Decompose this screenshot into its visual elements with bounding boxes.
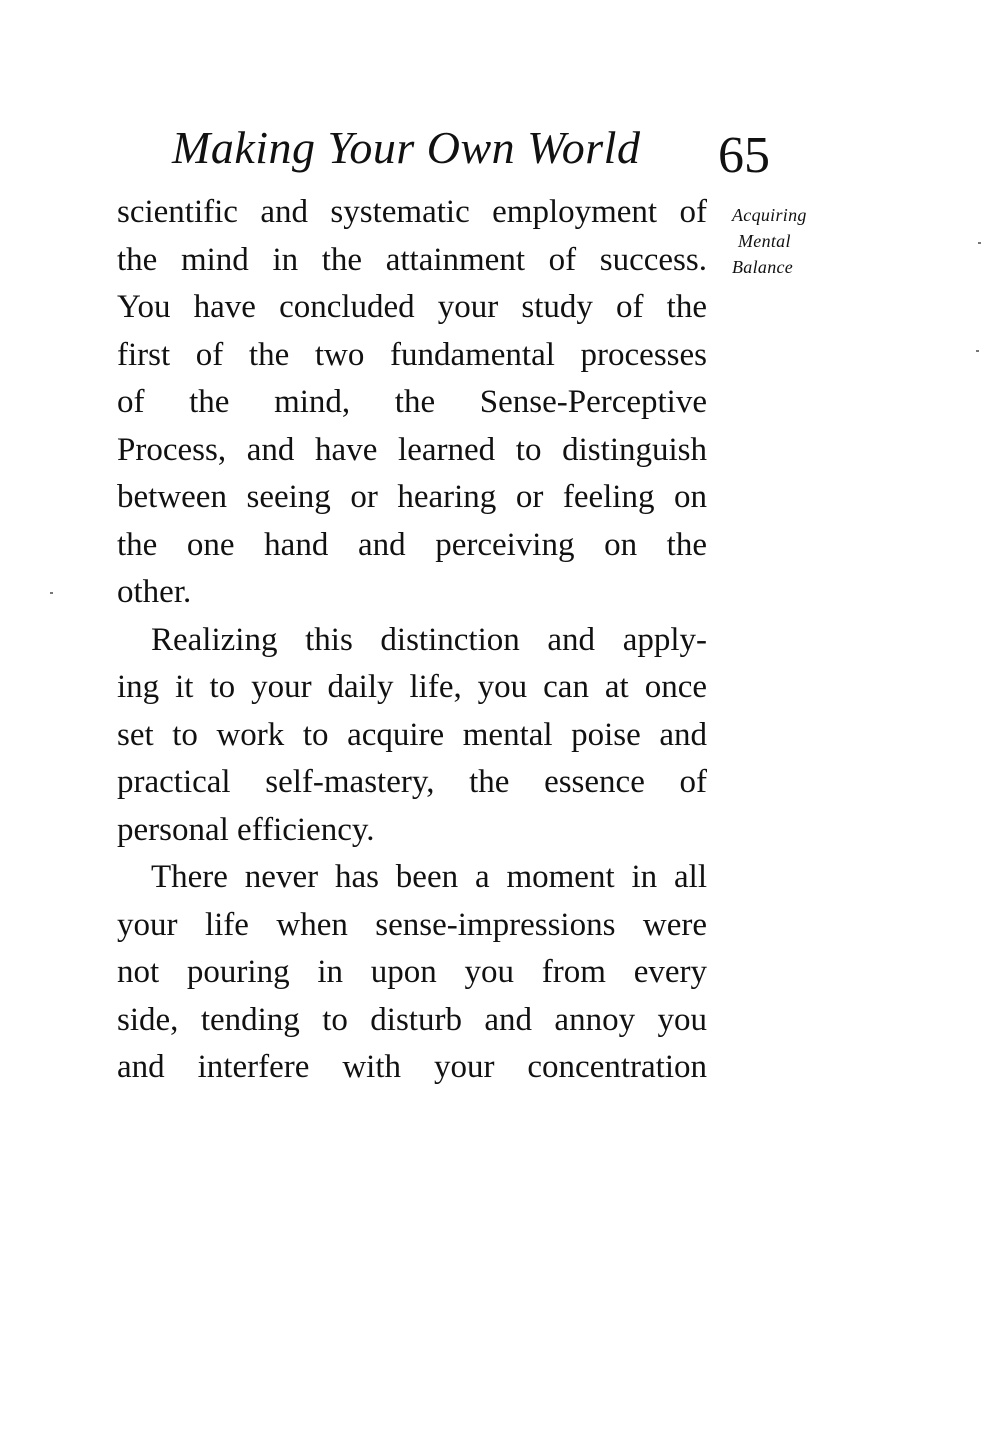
text-line: Realizing this distinction and apply- [151, 621, 707, 658]
marginal-note-line: Balance [732, 257, 794, 277]
text-line: You have concluded your study of the [117, 289, 707, 325]
text-line: scientific and systematic employment of [117, 194, 707, 230]
text-line: Process, and have learned to distinguish [117, 431, 707, 468]
page-number: 65 [718, 127, 770, 184]
text-line: first of the two fundamental processes [117, 336, 707, 373]
text-line: other. [117, 574, 192, 610]
text-line: the mind in the attainment of success. [117, 241, 707, 278]
scan-speck [976, 350, 979, 352]
running-head-title: Making Your Own World [172, 122, 641, 173]
marginal-note-line: Acquiring [732, 205, 807, 225]
text-line: the one hand and perceiving on the [117, 526, 707, 563]
text-line: not pouring in upon you from every [117, 954, 707, 990]
text-line: and interfere with your concentration [117, 1049, 707, 1085]
text-line: ing it to your daily life, you can at once [117, 669, 707, 705]
text-line: side, tending to disturb and annoy you [117, 1001, 707, 1038]
body-text [117, 189, 707, 1092]
text-line: personal efficiency. [117, 811, 375, 848]
text-line: between seeing or hearing or feeling on [117, 479, 707, 515]
text-line: set to work to acquire mental poise and [117, 716, 707, 753]
marginal-note-line: Mental [738, 231, 791, 251]
text-line: practical self-mastery, the essence of [117, 764, 707, 800]
marginal-note [732, 202, 807, 280]
text-line: There never has been a moment in all [151, 859, 707, 895]
text-line: your life when sense-impressions were [117, 906, 707, 943]
text-line: of the mind, the Sense-Perceptive [117, 384, 707, 420]
scan-speck [50, 592, 53, 594]
scan-speck [978, 242, 981, 244]
